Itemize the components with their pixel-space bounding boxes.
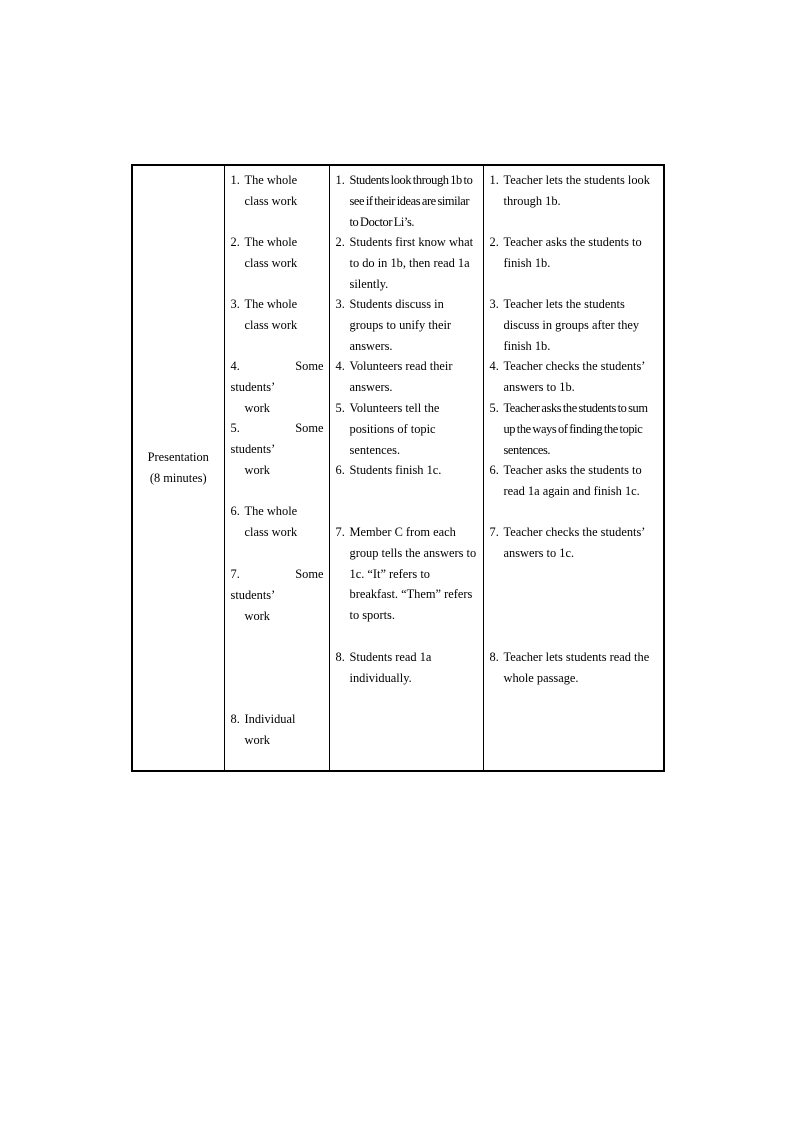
lesson-plan-table — [131, 164, 665, 772]
list-item: 1. Students look through 1b to see if their ideas are similar to Doctor Li’s. — [335, 173, 473, 229]
list-item: 1. The whole class work — [230, 173, 298, 208]
list-item: 2. Teacher asks the students to finish 1b. — [489, 235, 642, 270]
list-item: 4. Teacher checks the students’ answers to 1b. — [489, 359, 645, 394]
list-item: 6. Teacher asks the students to read 1a again and finish 1c. — [489, 463, 642, 498]
list-item: 5. Teacher asks the students to sum up the ways of finding the topic sentences. — [489, 401, 648, 457]
student-activities-cell — [329, 165, 483, 771]
list-item: 3. Students discuss in groups to unify their answers. — [335, 297, 452, 353]
interaction-mode-cell — [224, 165, 329, 771]
list-item: 1. Teacher lets the students look through 1b. — [489, 173, 650, 208]
list-item: 3. The whole class work — [230, 297, 298, 332]
teacher-activities-cell — [483, 165, 664, 771]
teacher-activities-list — [490, 170, 659, 770]
list-item: 2. The whole class work — [230, 235, 298, 270]
list-item: 3. Teacher lets the students discuss in groups after they finish 1b. — [489, 297, 640, 353]
list-item: 6. Students finish 1c. — [335, 463, 442, 477]
list-item: 6. The whole class work — [230, 504, 298, 539]
list-item: 7. Teacher checks the students’ answers to 1c. — [489, 525, 645, 560]
stage-duration: (8 minutes) — [149, 471, 207, 485]
interaction-mode-list — [231, 170, 324, 770]
list-item: 2. Students first know what to do in 1b, then read 1a silently. — [335, 235, 474, 291]
stage-cell — [132, 165, 224, 771]
student-activities-list — [336, 170, 478, 770]
table-row — [132, 165, 664, 771]
list-item: 7. Some students’ work — [230, 567, 324, 623]
list-item: 5. Some students’ work — [230, 421, 324, 477]
list-item: 8. Students read 1a individually. — [335, 650, 432, 685]
list-item: 8. Individual work — [230, 712, 296, 747]
list-item: 5. Volunteers tell the positions of topic sentences. — [335, 401, 440, 457]
stage-name: Presentation — [147, 450, 209, 465]
list-item: 4. Some students’ work — [230, 359, 324, 415]
list-item: 4. Volunteers read their answers. — [335, 359, 453, 394]
list-item: 8. Teacher lets students read the whole passage. — [489, 650, 650, 685]
list-item: 7. Member C from each group tells the answers to 1c. “It” refers to breakfast. “Them” refers to sports. — [335, 525, 477, 623]
